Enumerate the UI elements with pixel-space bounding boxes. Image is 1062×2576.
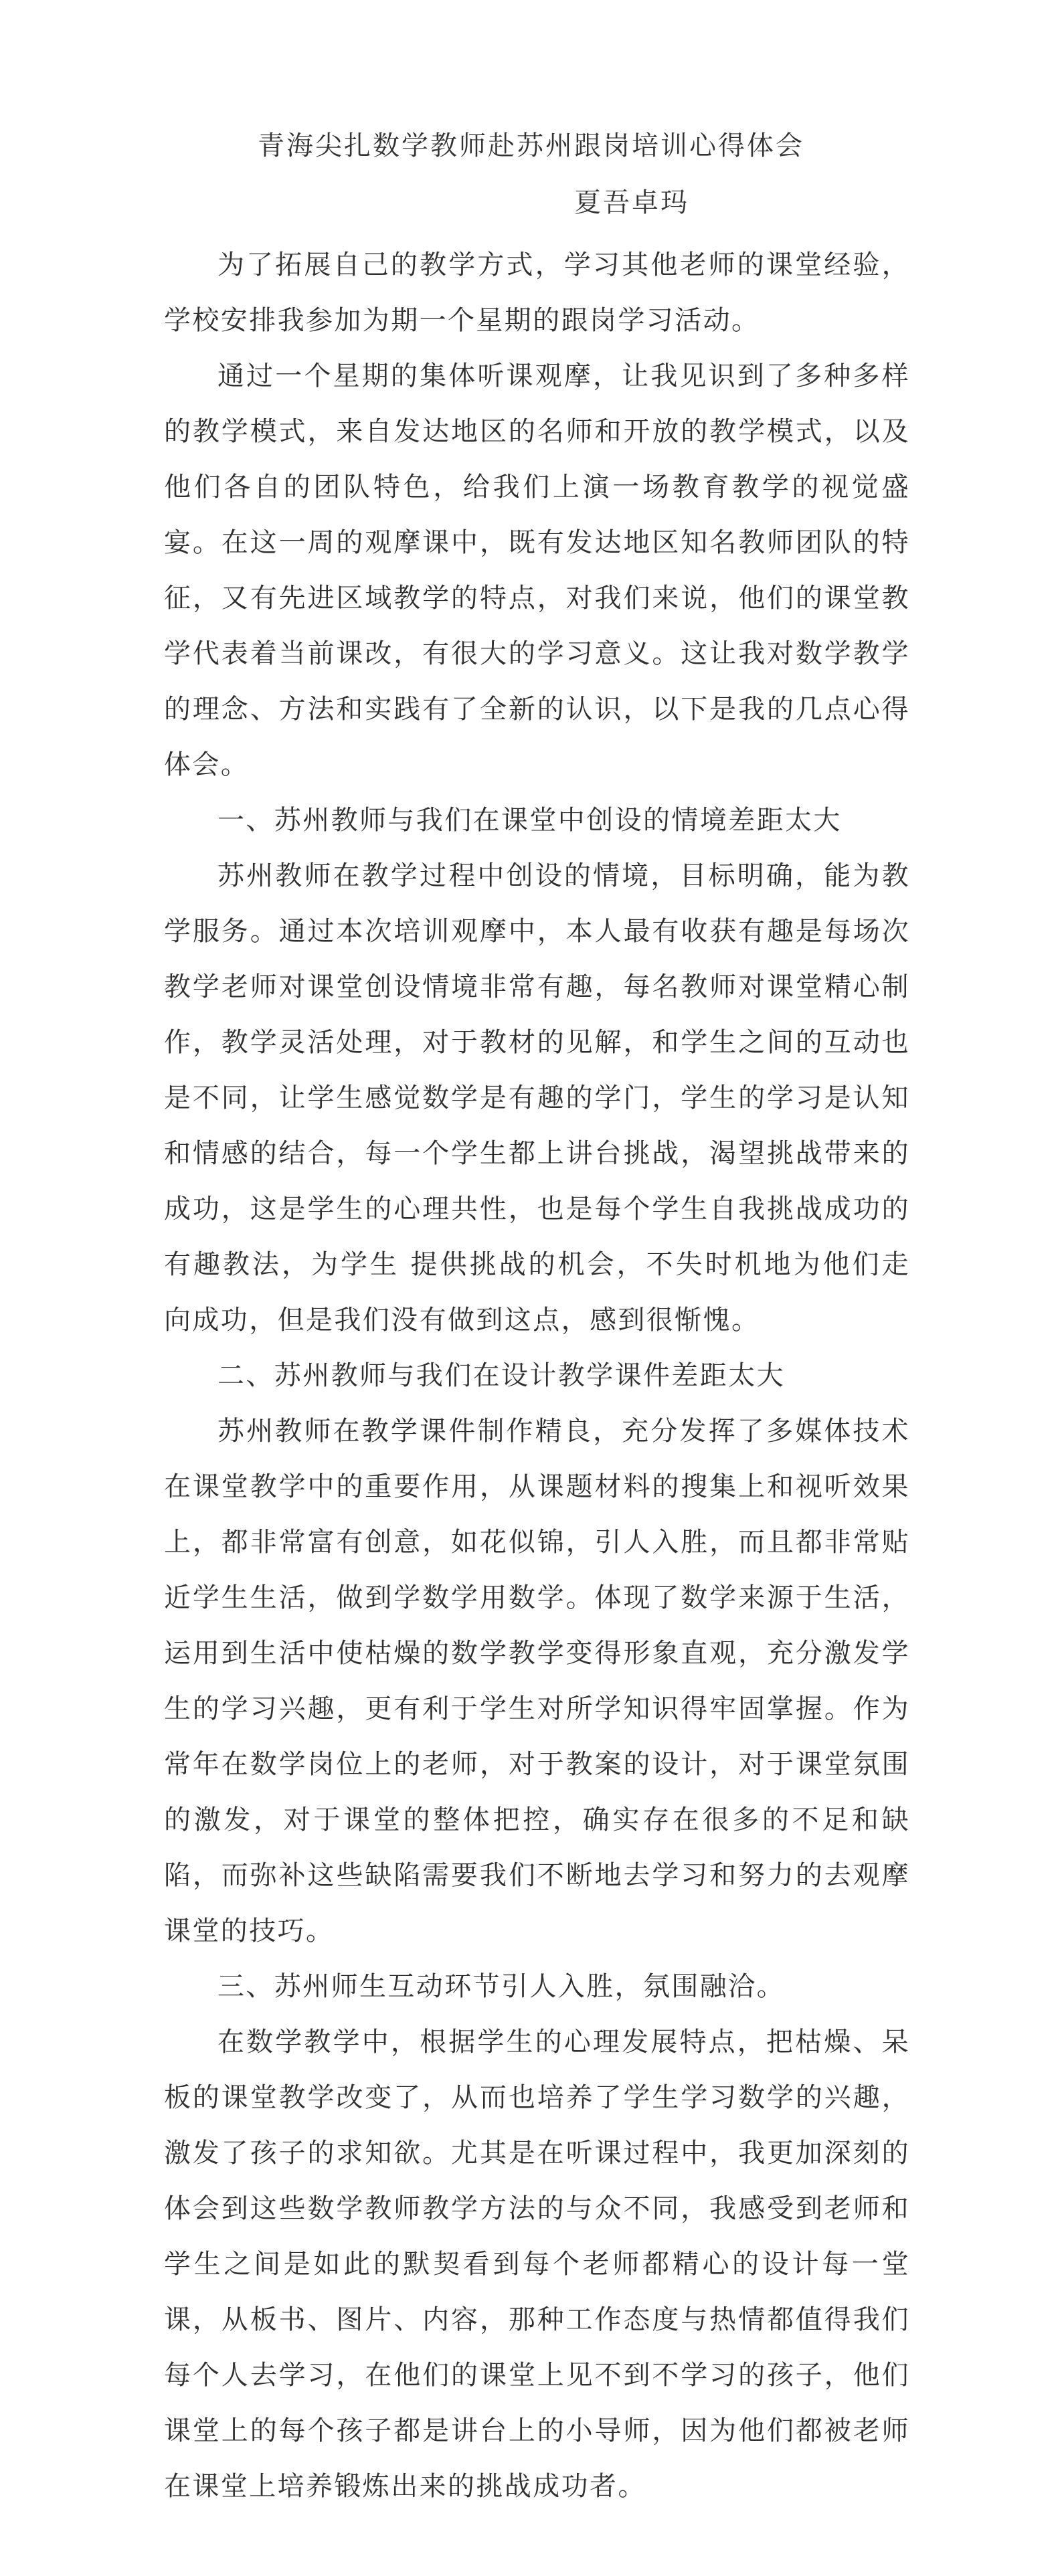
document-author: 夏吾卓玛 [574, 187, 689, 218]
paragraph-section-3: 在数学教学中，根据学生的心理发展特点，把枯燥、呆板的课堂教学改变了，从而也培养了学生学习数学的兴趣，激发了孩子的求知欲。尤其是在听课过程中，我更加深刻的体会到这些数学教师教学方法的与众不同，我感受到老师和学生之间是如此的默契看到每个老师都精心的设计每一堂课，从板书、图片、内容，那种工作态度与热情都值得我们每个人去学习，在他们的课堂上见不到不学习的孩子，他们课堂上的每个孩子都是讲台上的小导师，因为他们都被老师在课堂上培养锻炼出来的挑战成功者。 [164, 2027, 910, 2502]
paragraph-intro: 为了拓展自己的教学方式，学习其他老师的课堂经验，学校安排我参加为期一个星期的跟岗学习活动。 [164, 250, 910, 336]
section-heading-2: 二、苏州教师与我们在设计教学课件差距太大 [217, 1360, 785, 1391]
document-title: 青海尖扎数学教师赴苏州跟岗培训心得体会 [258, 130, 804, 161]
section-heading-1: 一、苏州教师与我们在课堂中创设的情境差距太大 [217, 805, 842, 836]
paragraph-section-2: 苏州教师在教学课件制作精良，充分发挥了多媒体技术在课堂教学中的重要作用，从课题材料的搜集上和视听效果上，都非常富有创意，如花似锦，引人入胜，而且都非常贴近学生生活，做到学数学用数学。体现了数学来源于生活，运用到生活中使枯燥的数学教学变得形象直观，充分激发学生的学习兴趣，更有利于学生对所学知识得牢固掌握。作为常年在数学岗位上的老师，对于教案的设计，对于课堂氛围的激发，对于课堂的整体把控，确实存在很多的不足和缺陷，而弥补这些缺陷需要我们不断地去学习和努力的去观摩课堂的技巧。 [164, 1416, 910, 1946]
document-body [164, 238, 910, 2514]
paragraph-overview: 通过一个星期的集体听课观摩，让我见识到了多种多样的教学模式，来自发达地区的名师和开放的教学模式，以及他们各自的团队特色，给我们上演一场教育教学的视觉盛宴。在这一周的观摩课中，既有发达地区知名教师团队的特征，又有先进区域教学的特点，对我们来说，他们的课堂教学代表着当前课改，有很大的学习意义。这让我对数学教学的理念、方法和实践有了全新的认识，以下是我的几点心得体会。 [164, 361, 910, 780]
section-heading-3: 三、苏州师生互动环节引人入胜，氛围融洽。 [217, 1971, 785, 2002]
paragraph-section-1: 苏州教师在教学过程中创设的情境，目标明确，能为教学服务。通过本次培训观摩中，本人最有收获有趣是每场次教学老师对课堂创设情境非常有趣，每名教师对课堂精心制作，教学灵活处理，对于教材的见解，和学生之间的互动也是不同，让学生感觉数学是有趣的学门，学生的学习是认知和情感的结合，每一个学生都上讲台挑战，渴望挑战带来的成功，这是学生的心理共性，也是每个学生自我挑战成功的有趣教法，为学生 提供挑战的机会，不失时机地为他们走向成功，但是我们没有做到这点，感到很惭愧。 [164, 860, 910, 1336]
